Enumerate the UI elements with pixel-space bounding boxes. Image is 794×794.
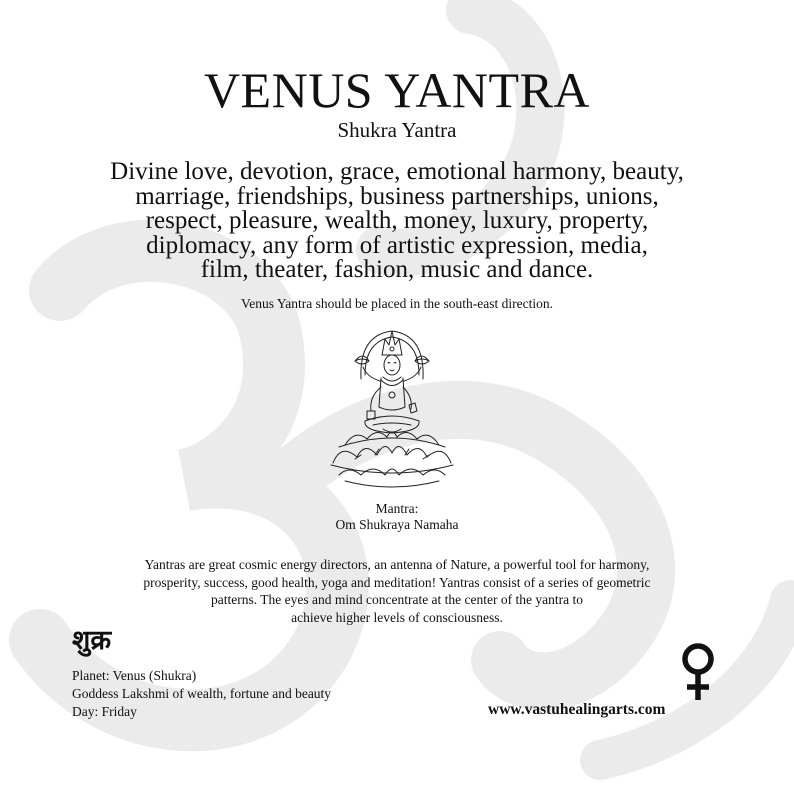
- paragraph-line: patterns. The eyes and mind concentrate at the center of the yantra to: [211, 592, 583, 607]
- paragraph-line: prosperity, success, good health, yoga and meditation! Yantras consist of a series of geometric: [143, 574, 651, 590]
- description-block: [0, 160, 794, 283]
- direction-note: Venus Yantra should be placed in the south-east direction.: [241, 296, 553, 311]
- page-subtitle: Shukra Yantra: [337, 118, 457, 142]
- hindi-name: शुक्र: [72, 625, 112, 656]
- paragraph-line: achieve higher levels of consciousness.: [291, 609, 503, 625]
- website-link[interactable]: www.vastuhealingarts.com: [488, 701, 666, 718]
- mantra-text: Om Shukraya Namaha: [335, 517, 459, 532]
- venus-symbol-icon: [675, 642, 721, 702]
- description-line: respect, pleasure, wealth, money, luxury, property,: [145, 207, 649, 234]
- paragraph-line: Yantras are great cosmic energy directors, an antenna of Nature, a powerful tool for harmony,: [144, 557, 650, 572]
- description-line: marriage, friendships, business partnerships, unions,: [135, 182, 659, 210]
- mantra-label: Mantra:: [375, 501, 419, 516]
- day-info: Day: Friday: [72, 704, 137, 719]
- yantra-paragraph: [0, 556, 794, 626]
- description-line: Divine love, devotion, grace, emotional harmony, beauty,: [110, 158, 684, 185]
- planet-info: Planet: Venus (Shukra): [72, 668, 197, 683]
- goddess-info: Goddess Lakshmi of wealth, fortune and beauty: [72, 686, 332, 701]
- description-line: film, theater, fashion, music and dance.: [200, 256, 594, 283]
- lakshmi-illustration-icon: [325, 325, 459, 495]
- page-title: VENUS YANTRA: [203, 62, 591, 118]
- description-line: diplomacy, any form of artistic expression, media,: [146, 231, 648, 259]
